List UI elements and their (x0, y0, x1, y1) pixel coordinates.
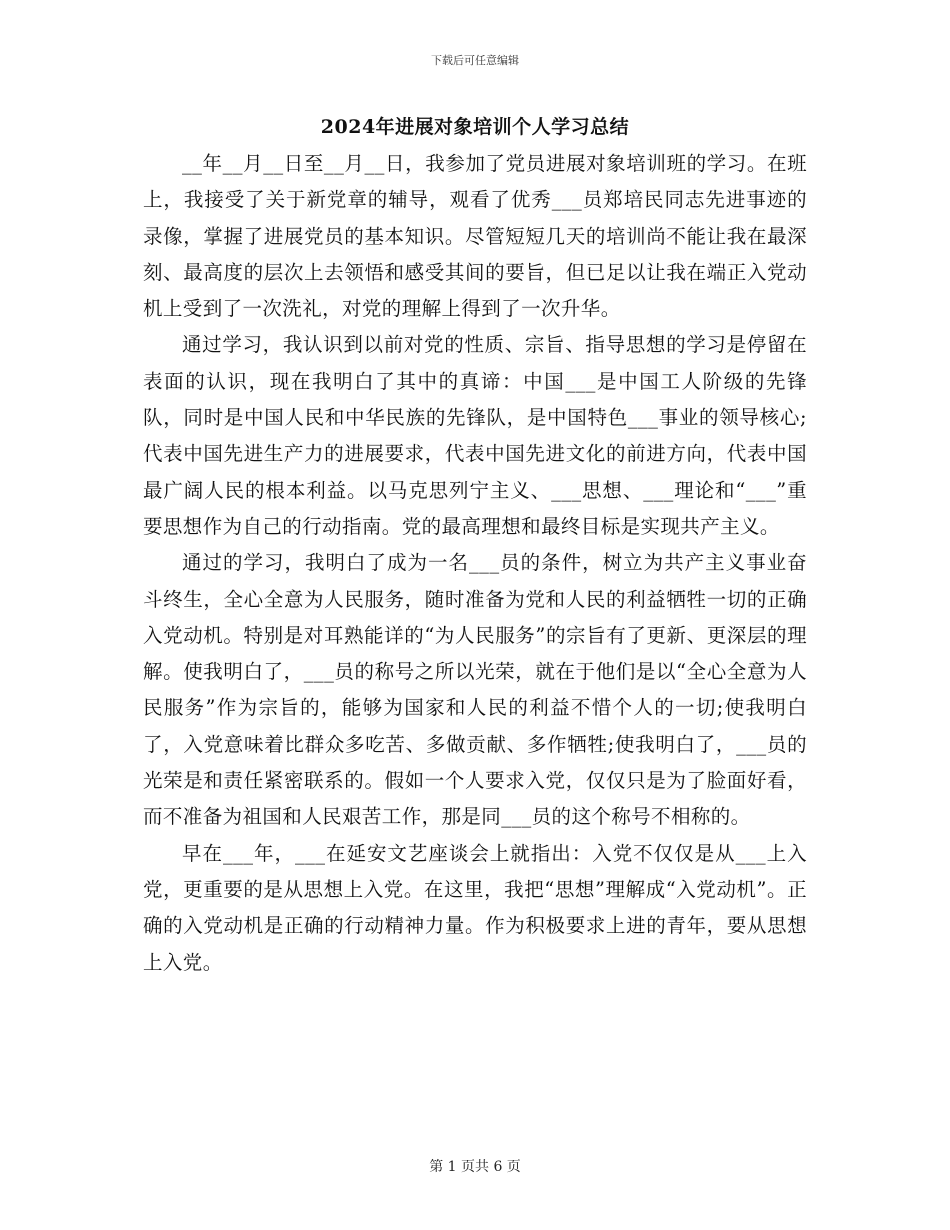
download-edit-note: 下载后可任意编辑 (431, 54, 519, 67)
paragraph-1: __年__月__日至__月__日，我参加了党员进展对象培训班的学习。在班上，我接受了关于新党章的辅导，观看了优秀___员郑培民同志先进事迹的录像，掌握了进展党员的基本知识。尽管短短几天的培训尚不能让我在最深刻、最高度的层次上去领悟和感受其间的要旨，但已足以让我在端正入党动机上受到了一次洗礼，对党的理解上得到了一次升华。 (143, 152, 807, 321)
paragraph-2: 通过学习，我认识到以前对党的性质、宗旨、指导思想的学习是停留在表面的认识，现在我明白了其中的真谛：中国___是中国工人阶级的先锋队，同时是中国人民和中华民族的先锋队，是中国特色___事业的领导核心;代表中国先进生产力的进展要求，代表中国先进文化的前进方向，代表中国最广阔人民的根本利益。以马克思列宁主义、___思想、___理论和“___”重要思想作为自己的行动指南。党的最高理想和最终目标是实现共产主义。 (143, 333, 807, 538)
paragraph-4: 早在___年，___在延安文艺座谈会上就指出：入党不仅仅是从___上入党，更重要的是从思想上入党。在这里，我把“思想”理解成“入党动机”。正确的入党动机是正确的行动精神力量。作为积极要求上进的青年，要从思想上入党。 (143, 841, 807, 974)
document-body (143, 146, 807, 981)
document-title: 2024年进展对象培训个人学习总结 (320, 116, 630, 138)
paragraph-3: 通过的学习，我明白了成为一名___员的条件，树立为共产主义事业奋斗终生，全心全意为人民服务，随时准备为党和人民的利益牺牲一切的正确入党动机。特别是对耳熟能详的“为人民服务”的宗旨有了更新、更深层的理解。使我明白了，___员的称号之所以光荣，就在于他们是以“全心全意为人民服务”作为宗旨的，能够为国家和人民的利益不惜个人的一切;使我明白了，入党意味着比群众多吃苦、多做贡献、多作牺牲;使我明白了，___员的光荣是和责任紧密联系的。假如一个人要求入党，仅仅只是为了脸面好看，而不准备为祖国和人民艰苦工作，那是同___员的这个称号不相称的。 (143, 551, 807, 829)
page-indicator: 第 1 页共 6 页 (429, 1159, 521, 1175)
